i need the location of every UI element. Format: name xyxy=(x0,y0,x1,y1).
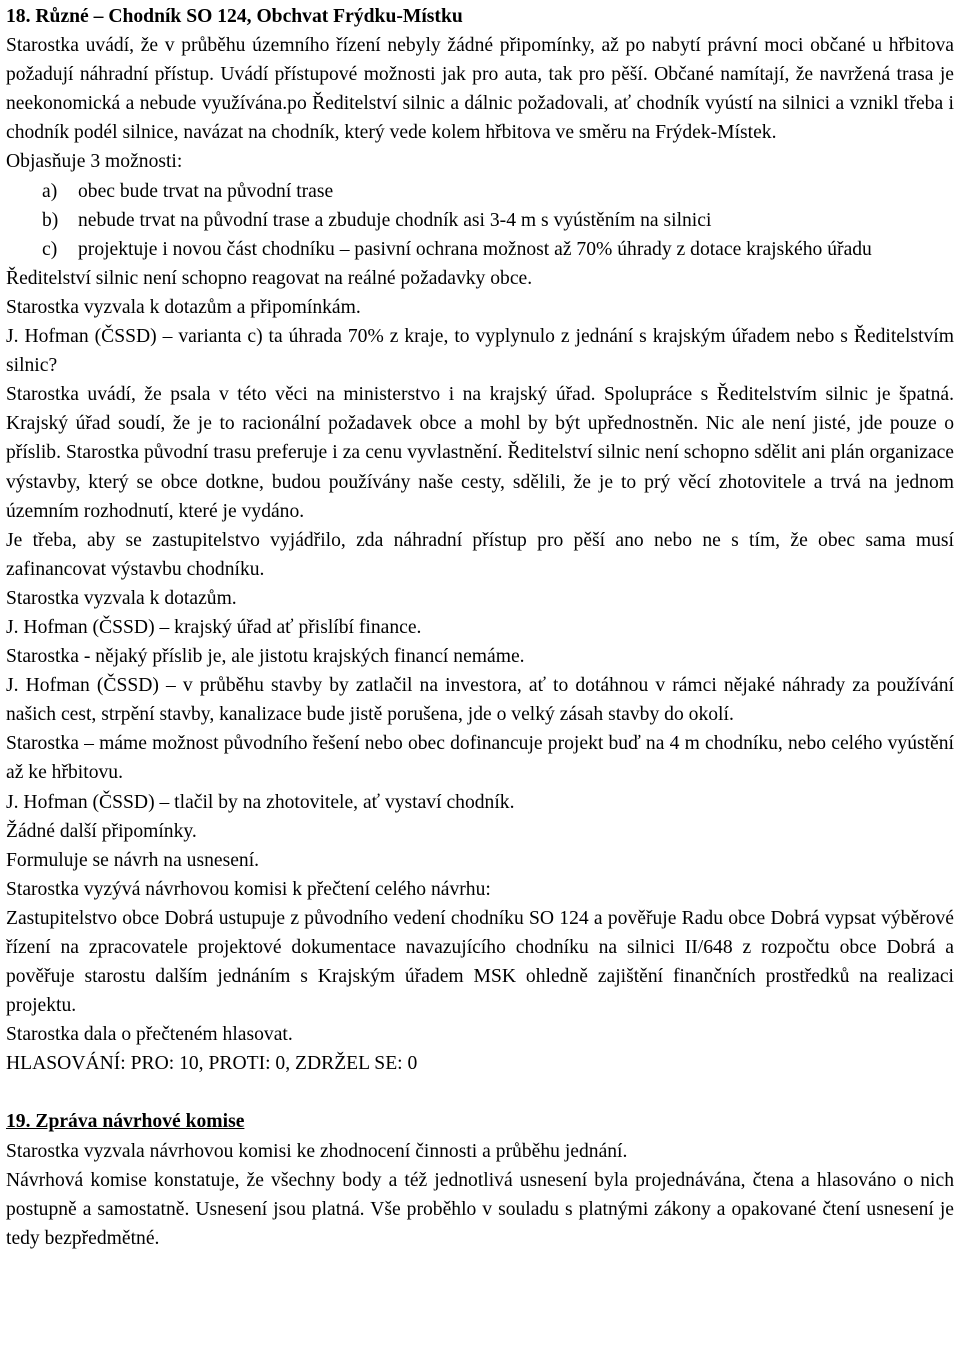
section-18-number: 18. xyxy=(6,6,31,27)
option-marker: c) xyxy=(42,238,58,260)
section-19-heading: 19. Zpráva návrhové komise xyxy=(6,1111,245,1133)
section-18-title: Různé – Chodník SO 124, Obchvat Frýdku-Místku xyxy=(35,6,463,27)
paragraph: Ředitelství silnic není schopno reagovat na reálné požadavky obce. xyxy=(6,267,533,289)
paragraph: Starostka – máme možnost původního řešení nebo obec dofinancuje projekt buď na 4 m chodníku, nebo celého vyústění až ke hřbitovu. xyxy=(6,733,954,784)
section-18-intro: Starostka uvádí, že v průběhu územního řízení nebyly žádné připomínky, až po nabytí právní moci občané u hřbitova požadují náhradní přístup. Uvádí přístupové možnosti jak pro auta, tak pro pěší. Občané namítají, že navržená trasa je neekonomická a nebude využívána.po Ředitelství silnic a dálnic požadovali, ať chodník vyústí na silnici a vznikl třeba i chodník podél silnice, navázat na chodník, který vede kolem hřbitova ve směru na Frýdek-Místek. xyxy=(6,35,954,144)
paragraph: Starostka vyzývá návrhovou komisi k přečtení celého návrhu: xyxy=(6,878,491,900)
option-text: projektuje i novou část chodníku – pasivní ochrana možnost až 70% úhrady z dotace krajského úřadu xyxy=(78,238,872,260)
option-marker: b) xyxy=(42,209,59,231)
vote-result: HLASOVÁNÍ: PRO: 10, PROTI: 0, ZDRŽEL SE: 0 xyxy=(6,1053,418,1075)
paragraph: Starostka vyzvala návrhovou komisi ke zhodnocení činnosti a průběhu jednání. xyxy=(6,1140,628,1162)
paragraph: J. Hofman (ČSSD) – krajský úřad ať přislíbí finance. xyxy=(6,616,422,638)
option-b xyxy=(42,206,954,235)
option-text: obec bude trvat na původní trase xyxy=(78,180,334,202)
paragraph: Starostka vyzvala k dotazům. xyxy=(6,587,237,609)
paragraph: J. Hofman (ČSSD) – v průběhu stavby by zatlačil na investora, ať to dotáhnou v rámci nějaké náhrady za používání našich cest, strpění stavby, kanalizace bude jistě porušena, jde o velký zásah stavby do okolí. xyxy=(6,675,954,726)
option-marker: a) xyxy=(42,180,58,202)
option-a xyxy=(42,177,954,206)
section-18-heading xyxy=(6,2,954,31)
option-text: nebude trvat na původní trase a zbuduje chodník asi 3-4 m s vyústěním na silnici xyxy=(78,209,712,231)
paragraph: Formuluje se návrh na usnesení. xyxy=(6,849,260,871)
paragraph: Starostka uvádí, že psala v této věci na ministerstvo i na krajský úřad. Spolupráce s Ředitelstvím silnic je špatná. Krajský úřad soudí, že je to racionální požadavek obce a mohl by být upřednostněn. Nic ale není jisté, jde pouze o příslib. Starostka původní trasu preferuje i za cenu vyvlastnění. Ředitelství silnic není schopno sdělit ani plán organizace výstavby, který se obce dotkne, budou používány naše cesty, sdělili, že je to prý věcí zhotovitele a trvá na jednom územním rozhodnutí, které je vydáno. xyxy=(6,384,954,522)
paragraph: J. Hofman (ČSSD) – tlačil by na zhotovitele, ať vystaví chodník. xyxy=(6,791,515,813)
resolution-text: Zastupitelstvo obce Dobrá ustupuje z původního vedení chodníku SO 124 a pověřuje Radu obce Dobrá vypsat výběrové řízení na zpracovatele projektové dokumentace navazujícího chodníku na silnici II/648 z rozpočtu obce Dobrá a pověřuje starostu dalším jednáním s Krajským úřadem MSK ohledně zajištění finančních prostředků na realizaci projektu. xyxy=(6,907,954,1017)
option-c xyxy=(42,235,954,264)
paragraph: Starostka - nějaký příslib je, ale jistotu krajských financí nemáme. xyxy=(6,646,525,668)
paragraph: Starostka dala o přečteném hlasovat. xyxy=(6,1024,293,1046)
paragraph: J. Hofman (ČSSD) – varianta c) ta úhrada 70% z kraje, to vyplynulo z jednání s krajským úřadem nebo s Ředitelstvím silnic? xyxy=(6,326,954,377)
options-list xyxy=(6,177,954,264)
paragraph: Starostka vyzvala k dotazům a připomínkám. xyxy=(6,296,361,318)
paragraph: Návrhová komise konstatuje, že všechny body a též jednotlivá usnesení byla projednávána, čtena a hlasováno o nich postupně a samostatně. Usnesení jsou platná. Vše proběhlo v souladu s platnými zákony a opakované čtení usnesení je tedy bezpředmětné. xyxy=(6,1169,954,1249)
paragraph: Žádné další připomínky. xyxy=(6,820,197,842)
section-spacer xyxy=(6,1078,954,1107)
paragraph: Je třeba, aby se zastupitelstvo vyjádřilo, zda náhradní přístup pro pěší ano nebo ne s tím, že obec sama musí zafinancovat výstavbu chodníku. xyxy=(6,529,954,580)
options-intro: Objasňuje 3 možnosti: xyxy=(6,151,183,173)
